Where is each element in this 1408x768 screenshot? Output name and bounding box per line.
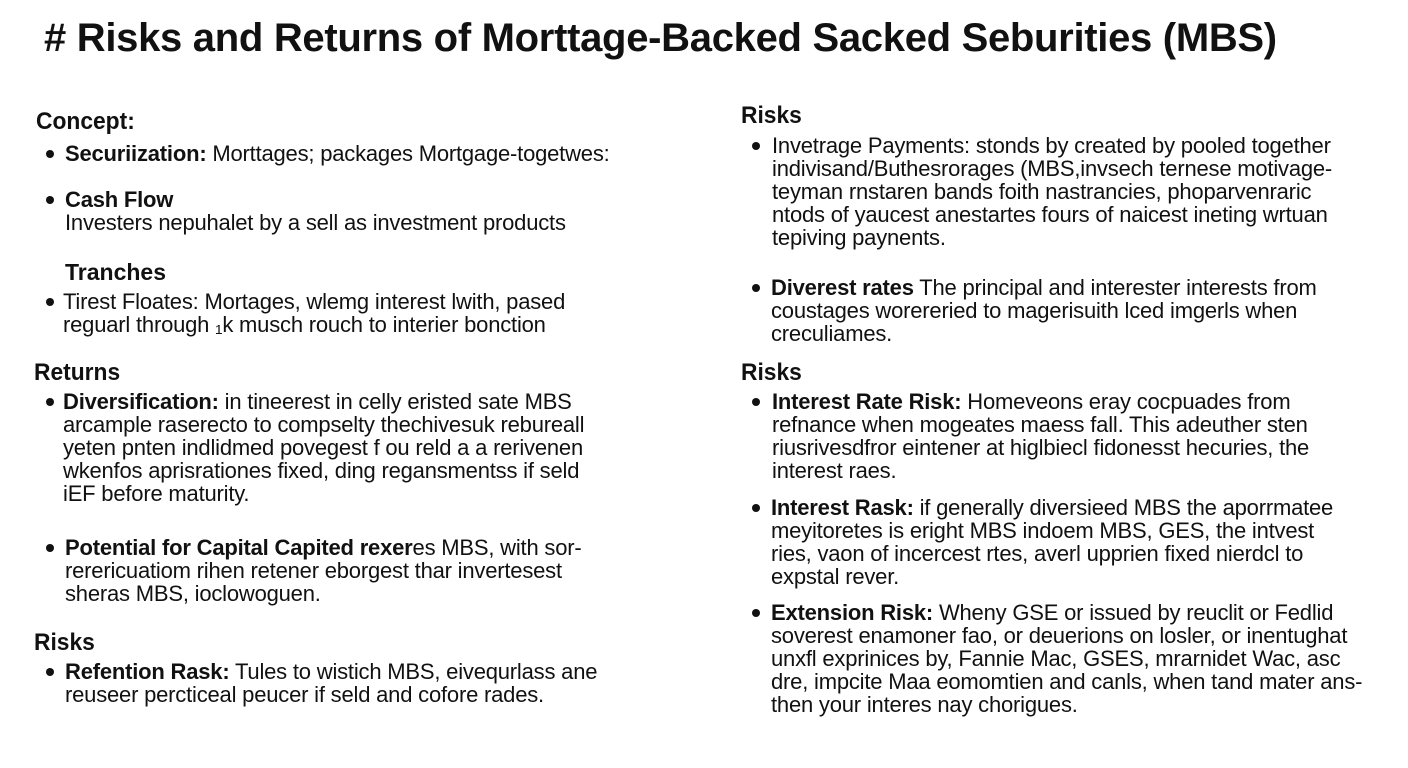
risks-heading-right-1: Risks bbox=[741, 102, 802, 129]
capital-term: Potential for Capital Capited rexer bbox=[65, 535, 413, 560]
bullet-icon bbox=[752, 609, 760, 617]
diversification-term: Diversification: bbox=[63, 389, 219, 414]
interest-rask-text bbox=[771, 496, 1390, 588]
list-item-securitization bbox=[44, 142, 684, 165]
bullet-icon bbox=[752, 398, 760, 406]
diversification-body: in tineerest in celly eristed sate MBS arcample raserecto to compselty thechivesuk rebureall yeten pnten indlidmed povegest f ou reld a a rerivenen wkenfos aprisrationes fixed, ding regansmentss if seld iEF before maturity. bbox=[63, 389, 585, 506]
interest-rask-body: if generally diversieed MBS the aporrmatee meyitoretes is eright MBS indoem MBS, GES, the intvest ries, vaon of incercest rtes, averl upprien fixed nierdcl to expstal rever. bbox=[771, 495, 1334, 589]
refention-term: Refention Rask: bbox=[65, 659, 230, 684]
bullet-icon bbox=[752, 504, 760, 512]
securitization-text bbox=[65, 142, 684, 165]
page-title: # Risks and Returns of Morttage-Backed Sacked Seburities (MBS) bbox=[44, 16, 1277, 60]
interest-rate-risk-text bbox=[772, 390, 1390, 482]
refention-body: Tules to wistich MBS, eivequrlass ane reuseer percticeal peucer if seld and cofore rades. bbox=[65, 659, 598, 707]
tranches-item-text: Tirest Floates: Mortages, wlemg interest lwith, pased reguarl through ₁k musch rouch to interier bonction bbox=[63, 289, 566, 337]
interest-rate-risk-term: Interest Rate Risk: bbox=[772, 389, 962, 414]
risks-heading-left: Risks bbox=[34, 629, 95, 656]
list-item-cash-flow bbox=[44, 188, 684, 234]
capital-text bbox=[65, 536, 684, 605]
bullet-icon bbox=[752, 142, 760, 150]
bullet-icon bbox=[46, 398, 54, 406]
extension-risk-body: Wheny GSE or issued by reuclit or Fedlid soverest enamoner fao, or deuerions on losler, or inentughat unxfl exprinices by, Fannie Mac, GSES, mrarnidet Wac, asc dre, impcite Maa eomomtien and canls, when tand mater ans- then your interes nay chorigues. bbox=[771, 600, 1363, 717]
bullet-icon bbox=[46, 196, 54, 204]
risks-heading-right-2: Risks bbox=[741, 359, 802, 386]
list-item-invetrage bbox=[750, 134, 1390, 249]
diversification-text bbox=[63, 390, 684, 505]
cash-flow-body: Investers nepuhalet by a sell as investment products bbox=[65, 210, 566, 235]
capital-body: es MBS, with sor- rerericuatiom rihen retener eborgest thar invertesest sheras MBS, ioclowoguen. bbox=[65, 535, 582, 606]
diverest-text bbox=[771, 276, 1390, 345]
cash-flow-term: Cash Flow bbox=[65, 187, 174, 212]
list-item-tirest-floates bbox=[44, 290, 684, 336]
refention-text bbox=[65, 660, 684, 706]
returns-heading: Returns bbox=[34, 359, 121, 386]
invetrage-text: Invetrage Payments: stonds by created by pooled together indivisand/Buthesrorages (MBS,invsech ternese motivage- teyman rnstaren bands foith nastrancies, phoparvenraric ntods of yaucest anestartes fours of naicest ineting wrtuan tepiving paynents. bbox=[772, 133, 1333, 250]
list-item-refention bbox=[44, 660, 684, 706]
bullet-icon bbox=[46, 544, 54, 552]
list-item-capital bbox=[44, 536, 684, 605]
securitization-body: Morttages; packages Mortgage-togetwes: bbox=[206, 141, 610, 166]
securitization-term: Securiization: bbox=[65, 141, 207, 166]
bullet-icon bbox=[752, 284, 760, 292]
interest-rask-term: Interest Rask: bbox=[771, 495, 914, 520]
bullet-icon bbox=[46, 668, 54, 676]
extension-risk-text bbox=[771, 601, 1390, 716]
list-item-diverest bbox=[750, 276, 1390, 345]
bullet-icon bbox=[46, 150, 54, 158]
extension-risk-term: Extension Risk: bbox=[771, 600, 934, 625]
diverest-term: Diverest rates bbox=[771, 275, 914, 300]
list-item-interest-rask bbox=[750, 496, 1390, 588]
interest-rate-risk-body: Homeveons eray cocpuades from refnance when mogeates maess fall. This adeuther sten riusrivesdfror eintener at higlbiecl fidonesst hecuries, the interest raes. bbox=[772, 389, 1310, 483]
list-item-diversification bbox=[44, 390, 684, 505]
cash-flow-text bbox=[65, 188, 684, 234]
tranches-heading: Tranches bbox=[65, 259, 166, 285]
bullet-icon bbox=[46, 298, 54, 306]
list-item-extension-risk bbox=[750, 601, 1390, 716]
concept-heading: Concept: bbox=[36, 108, 135, 135]
list-item-interest-rate-risk bbox=[750, 390, 1390, 482]
diverest-body: The principal and interester interests from coustages worereried to magerisuith lced imgerls when creculiames. bbox=[771, 275, 1317, 346]
